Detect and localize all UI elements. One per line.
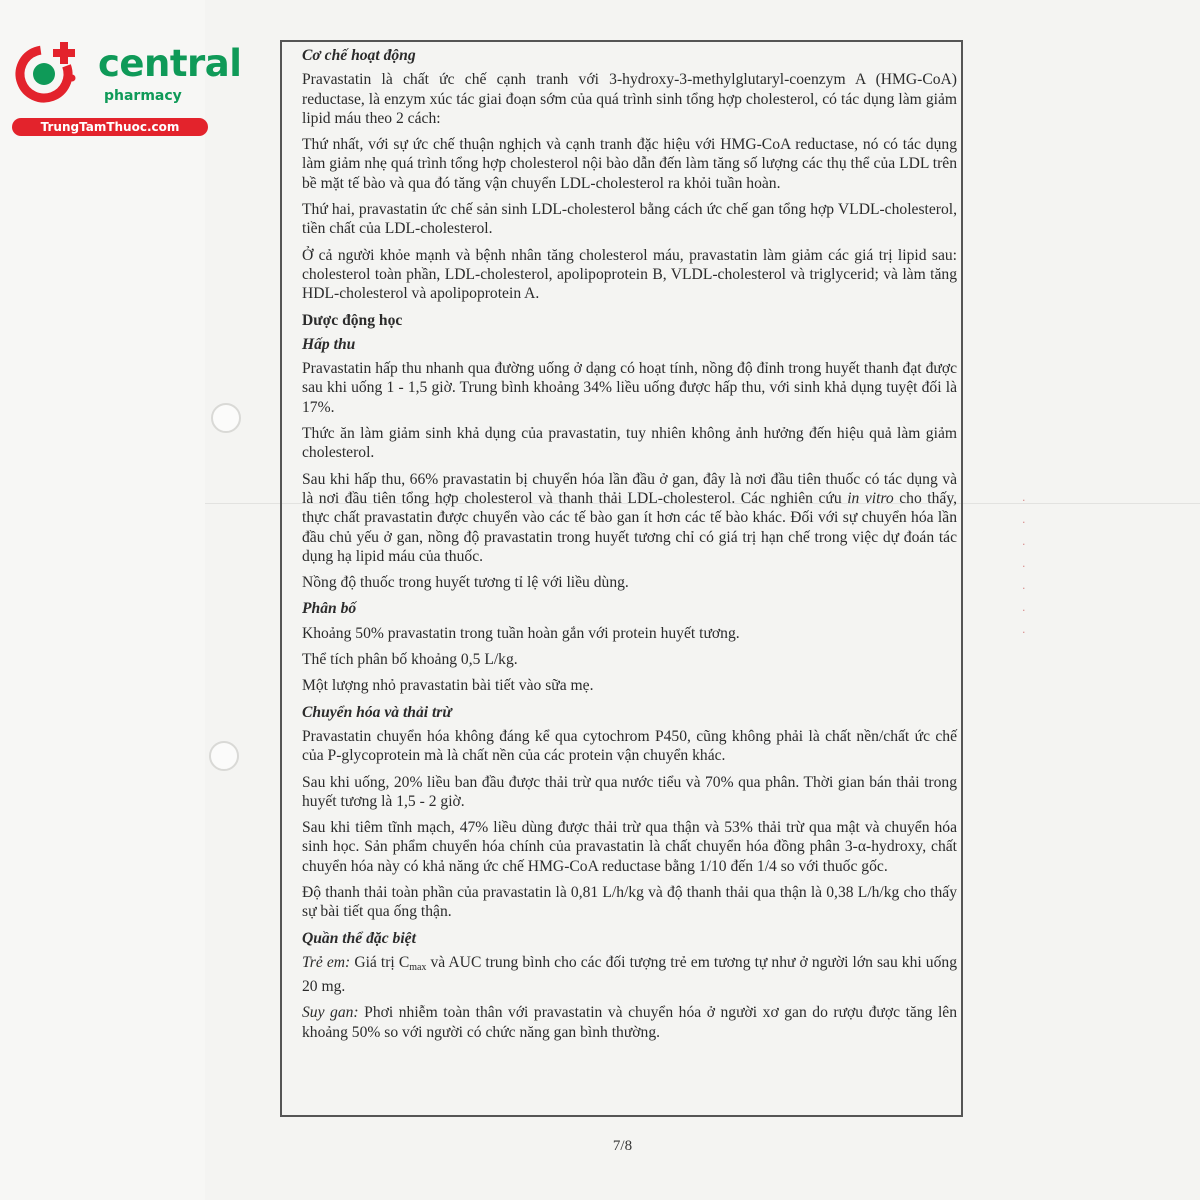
paragraph: Pravastatin hấp thu nhanh qua đường uống ở dạng có hoạt tính, nồng độ đỉnh trong huyết thanh đạt được sau khi uống 1 - 1,5 giờ. Trung bình khoảng 34% liều uống được hấp thu, với sinh khả dụng tuyệt đối là 17%. (302, 360, 957, 416)
paragraph (302, 470, 957, 566)
paragraph: Thứ hai, pravastatin ức chế sản sinh LDL-cholesterol bằng cách ức chế gan tổng hợp VLDL-cholesterol, tiền chất của LDL-cholesterol. (302, 201, 957, 238)
paragraph: Nồng độ thuốc trong huyết tương tỉ lệ với liều dùng. (302, 574, 629, 592)
italic-label: Trẻ em: (302, 953, 351, 971)
paragraph: Thứ nhất, với sự ức chế thuận nghịch và cạnh tranh đặc hiệu với HMG-CoA reductase, nó có tác dụng làm giảm nhẹ quá trình tổng hợp cholesterol nội bào dẫn đến làm tăng số lượng các thụ thể của LDL trên bề mặt tế bào và qua đó tăng vận chuyển LDL-cholesterol ra khỏi tuần hoàn. (302, 136, 957, 192)
text-run: Giá trị C (350, 953, 410, 971)
heading-duoc-dong-hoc: Dược động học (302, 311, 403, 329)
logo-website-bar: TrungTamThuoc.com (12, 118, 208, 136)
heading-hap-thu: Hấp thu (302, 335, 356, 353)
text-run: và AUC trung bình cho các đối tượng trẻ em tương tự như ở người lớn sau khi uống 20 mg. (302, 953, 957, 996)
text-run: Sau khi hấp thu, 66% pravastatin bị chuyển hóa lần đầu ở gan, đây là nơi đầu tiên thuốc có tác dụng và là nơi đầu tiên tổng hợp cholesterol và thanh thải LDL-cholesterol. Các nghiên cứu (302, 470, 957, 507)
heading-quan-the: Quần thể đặc biệt (302, 929, 416, 947)
text-run: Phơi nhiễm toàn thân với pravastatin và chuyển hóa ở người xơ gan do rượu được tăng lên khoảng 50% so với người có chức năng gan bình thường. (302, 1004, 958, 1041)
paragraph: Pravastatin chuyển hóa không đáng kể qua cytochrom P450, cũng không phải là chất nền/chất ức chế của P-glycoprotein mà là chất nền của các protein vận chuyển khác. (302, 727, 957, 765)
leaflet-content-box (280, 40, 963, 1117)
subscript-max: max (409, 961, 427, 973)
logo-wordmark: central (98, 42, 242, 85)
paragraph: Pravastatin là chất ức chế cạnh tranh với 3-hydroxy-3-methylglutaryl-coenzym A (HMG-CoA) reductase, là enzym xúc tác giai đoạn sớm của quá trình sinh tổng hợp cholesterol, có tác dụng làm giảm lipid máu theo 2 cách: (302, 71, 957, 127)
heading-chuyen-hoa: Chuyển hóa và thải trừ (302, 703, 452, 721)
logo-subtitle: pharmacy (104, 88, 182, 104)
paragraph: Thức ăn làm giảm sinh khả dụng của pravastatin, tuy nhiên không ảnh hưởng đến hiệu quả làm giảm cholesterol. (302, 425, 957, 462)
paragraph: Sau khi tiêm tĩnh mạch, 47% liều dùng được thải trừ qua thận và 53% thải trừ qua mật và chuyển hóa sinh học. Sản phẩm chuyển hóa chính của pravastatin là chất chuyển hóa đồng phân 3-α-hydroxy, chất chuyển hóa này có khả năng ức chế HMG-CoA reductase bằng 1/10 đến 1/4 so với thuốc gốc. (302, 819, 957, 875)
italic-term: in vitro (847, 489, 894, 507)
central-pharmacy-logo[interactable] (12, 38, 242, 136)
paragraph: Một lượng nhỏ pravastatin bài tiết vào sữa mẹ. (302, 677, 594, 695)
paragraph: Thể tích phân bố khoảng 0,5 L/kg. (302, 651, 518, 669)
paragraph: Ở cả người khỏe mạnh và bệnh nhân tăng cholesterol máu, pravastatin làm giảm các giá trị lipid sau: cholesterol toàn phần, LDL-cholesterol, apolipoprotein B, VLDL-cholesterol và triglycerid; và làm tăng HDL-cholesterol và apolipoprotein A. (302, 246, 957, 303)
heading-phan-bo: Phân bố (302, 600, 357, 618)
punch-hole-bottom (209, 741, 239, 771)
paragraph: Sau khi uống, 20% liều ban đầu được thải trừ qua nước tiểu và 70% qua phân. Thời gian bán thải trong huyết tương là 1,5 - 2 giờ. (302, 773, 957, 810)
page-number: 7/8 (612, 1138, 633, 1154)
italic-label: Suy gan: (302, 1004, 359, 1022)
pharmacy-cross-icon (12, 38, 82, 108)
margin-stamp-marks: · · · · · · · (1022, 494, 1026, 639)
paragraph: Độ thanh thải toàn phần của pravastatin là 0,81 L/h/kg và độ thanh thải qua thận là 0,38 L/h/kg cho thấy sự bài tiết qua ống thận. (302, 883, 957, 921)
paragraph (302, 953, 957, 997)
paragraph (302, 1003, 957, 1042)
punch-hole-top (211, 403, 241, 433)
text-run: cho thấy, thực chất pravastatin được chuyển vào các tế bào gan ít hơn các tế bào khác. Đối với sự chuyển hóa lần đầu chủ yếu ở gan, nồng độ pravastatin trong huyết tương chỉ có giá trị hạn chế trong việc dự đoán tác dụng hạ lipid máu của thuốc. (302, 489, 958, 565)
paragraph: Khoảng 50% pravastatin trong tuần hoàn gắn với protein huyết tương. (302, 624, 740, 642)
heading-co-che: Cơ chế hoạt động (302, 47, 416, 64)
